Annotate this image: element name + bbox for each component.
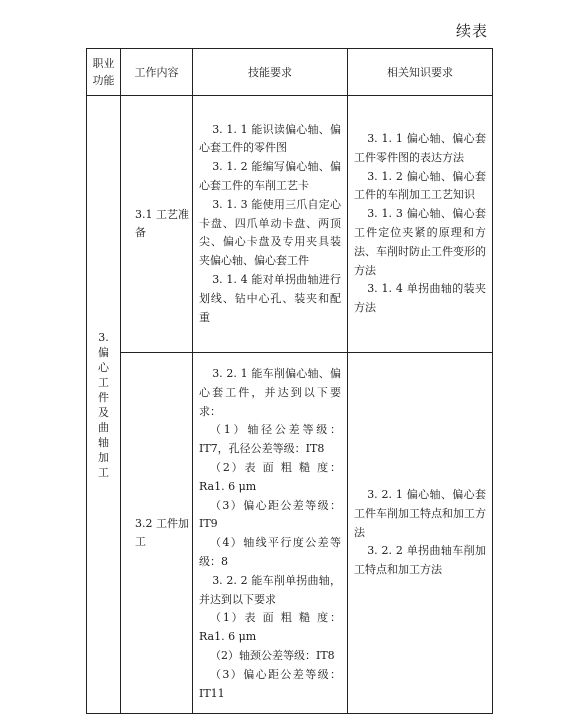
skill-item: 3. 1. 2 能编写偏心轴、偏心套工件的车削工艺卡 xyxy=(199,160,341,192)
skill-subitem: （1）轴径公差等级：IT7，孔径公差等级：IT8 xyxy=(199,423,341,456)
content-label: 3.1 工艺准备 xyxy=(135,208,189,239)
knowledge-cell xyxy=(348,353,493,714)
skill-item: 3. 2. 1 能车削偏心轴、偏心套工件，并达到以下要求： xyxy=(199,367,341,418)
table-header-row xyxy=(87,49,493,96)
skill-subitem: （1）表 面 粗 糙 度：Ra1. 6 μm xyxy=(199,611,341,644)
skill-subitem: （3）偏心距公差等级：IT11 xyxy=(199,667,341,700)
knowledge-item: 3. 1. 3 偏心轴、偏心套工件定位夹紧的原理和方法、车削时防止工件变形的方法 xyxy=(354,207,486,277)
knowledge-item: 3. 1. 1 偏心轴、偏心套工件零件图的表达方法 xyxy=(354,132,486,164)
content-label: 3.2 工件加工 xyxy=(135,517,189,548)
skill-item: 3. 1. 1 能识读偏心轴、偏心套工件的零件图 xyxy=(199,122,341,155)
header-knowledge: 相关知识要求 xyxy=(348,49,493,96)
skill-subitem: （2）表 面 粗 糙 度：Ra1. 6 μm xyxy=(199,460,341,493)
knowledge-item: 3. 1. 2 偏心轴、偏心套工件的车削加工工艺知识 xyxy=(354,169,486,202)
skill-item: 3. 1. 4 能对单拐曲轴进行划线、钻中心孔、装夹和配重 xyxy=(199,272,341,324)
header-function: 职业功能 xyxy=(87,49,121,96)
header-skills: 技能要求 xyxy=(193,49,348,96)
table-row xyxy=(87,96,493,353)
function-label: 3. 偏心工件及曲轴加工 xyxy=(98,330,109,479)
skills-cell xyxy=(193,353,348,714)
function-cell xyxy=(87,96,121,714)
skills-cell xyxy=(193,96,348,353)
skill-item: 3. 2. 2 能车削单拐曲轴，并达到以下要求 xyxy=(199,573,341,606)
skill-subitem: （2）轴颈公差等级：IT8 xyxy=(210,648,335,662)
skill-standard-table xyxy=(86,48,493,714)
knowledge-item: 3. 2. 2 单拐曲轴车削加工特点和加工方法 xyxy=(354,544,486,577)
knowledge-cell xyxy=(348,96,493,353)
table-row xyxy=(87,353,493,714)
knowledge-item: 3. 2. 1 偏心轴、偏心套工件车削加工特点和加工方法 xyxy=(354,488,486,539)
skill-subitem: （3）偏心距公差等级：IT9 xyxy=(199,498,341,531)
header-content: 工作内容 xyxy=(121,49,193,96)
continued-label: 续表 xyxy=(455,22,488,40)
skill-item: 3. 1. 3 能使用三爪自定心卡盘、四爪单动卡盘、两顶尖、偏心卡盘及专用夹具装夹偏心轴、偏心套工件 xyxy=(199,197,341,268)
content-cell xyxy=(121,96,193,353)
knowledge-item: 3. 1. 4 单拐曲轴的装夹方法 xyxy=(354,282,486,315)
skill-subitem: （4）轴线平行度公差等级：8 xyxy=(199,536,341,568)
content-cell xyxy=(121,353,193,714)
